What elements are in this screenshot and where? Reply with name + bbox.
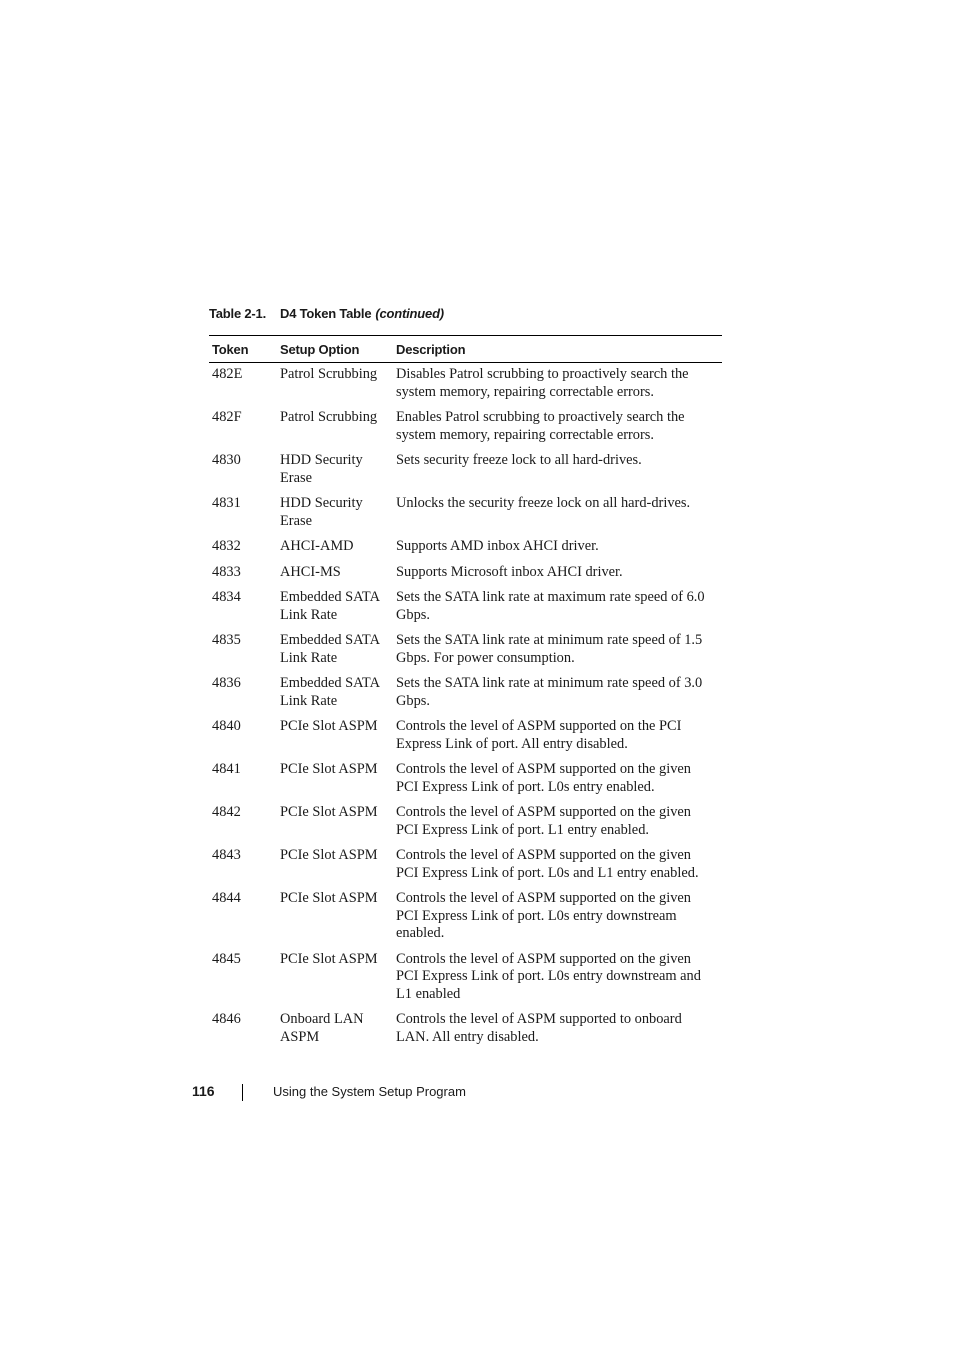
token-cell: 4842 — [212, 804, 241, 820]
setup-option-cell: Embedded SATA Link Rate — [280, 589, 380, 623]
setup-option-cell: PCIe Slot ASPM — [280, 890, 378, 906]
setup-option-cell: AHCI-MS — [280, 563, 341, 580]
description-cell: Unlocks the security freeze lock on all hard-drives. — [396, 495, 691, 511]
setup-option-cell: Patrol Scrubbing — [280, 409, 378, 425]
table-row — [209, 844, 722, 887]
token-cell: 4836 — [212, 675, 241, 691]
token-cell: 4834 — [212, 589, 241, 605]
setup-option-cell: PCIe Slot ASPM — [280, 950, 378, 967]
page-number: 116 — [192, 1083, 215, 1099]
setup-option-cell: HDD Security Erase — [280, 452, 363, 486]
table-caption — [209, 306, 444, 321]
table-row — [209, 406, 722, 449]
d4-token-table — [209, 335, 722, 1051]
token-cell: 482E — [212, 366, 243, 382]
description-cell: Sets security freeze lock to all hard-drives. — [396, 452, 642, 468]
table-header-row — [209, 335, 722, 363]
table-row — [209, 492, 722, 535]
token-cell: 4835 — [212, 632, 241, 648]
setup-option-cell: AHCI-AMD — [280, 538, 354, 554]
description-cell: Supports Microsoft inbox AHCI driver. — [396, 563, 623, 580]
token-cell: 4832 — [212, 538, 241, 554]
description-cell: Enables Patrol scrubbing to proactively search the system memory, repairing correctable errors. — [396, 409, 685, 443]
table-row — [209, 887, 722, 948]
token-cell: 4844 — [212, 890, 241, 906]
table-row — [209, 586, 722, 629]
description-cell: Controls the level of ASPM supported on the given PCI Express Link of port. L1 entry enabled. — [396, 804, 691, 838]
token-cell: 4830 — [212, 452, 241, 468]
token-cell: 4831 — [212, 495, 241, 511]
setup-option-cell: PCIe Slot ASPM — [280, 804, 378, 820]
table-row — [209, 758, 722, 801]
table-row — [209, 715, 722, 758]
token-cell: 4845 — [212, 950, 241, 967]
description-cell: Controls the level of ASPM supported on the given PCI Express Link of port. L0s entry downstream and L1 enabled — [396, 950, 701, 1002]
table-row — [209, 449, 722, 492]
description-cell: Controls the level of ASPM supported on the given PCI Express Link of port. L0s and L1 entry enabled. — [396, 847, 699, 881]
setup-option-cell: HDD Security Erase — [280, 495, 363, 529]
description-cell: Supports AMD inbox AHCI driver. — [396, 538, 599, 554]
header-token: Token — [212, 341, 249, 357]
token-cell: 4841 — [212, 761, 241, 777]
table-body — [209, 363, 722, 1051]
table-row — [209, 948, 722, 1009]
token-cell: 482F — [212, 409, 242, 425]
token-cell: 4840 — [212, 718, 241, 734]
description-cell: Sets the SATA link rate at minimum rate speed of 1.5 Gbps. For power consumption. — [396, 632, 703, 666]
setup-option-cell: Patrol Scrubbing — [280, 366, 378, 382]
header-description: Description — [396, 341, 466, 357]
table-row — [209, 363, 722, 406]
setup-option-cell: Onboard LAN ASPM — [280, 1011, 364, 1045]
description-cell: Controls the level of ASPM supported on the given PCI Express Link of port. L0s entry downstream enabled. — [396, 890, 691, 941]
table-row — [209, 1008, 722, 1051]
footer-divider — [242, 1084, 243, 1101]
table-row — [209, 801, 722, 844]
table-row — [209, 629, 722, 672]
footer-section-title: Using the System Setup Program — [273, 1084, 466, 1099]
setup-option-cell: PCIe Slot ASPM — [280, 847, 378, 863]
table-row — [209, 535, 722, 561]
token-cell: 4833 — [212, 563, 241, 580]
table-title: D4 Token Table — [280, 306, 372, 321]
table-row — [209, 672, 722, 715]
table-row — [209, 561, 722, 587]
description-cell: Controls the level of ASPM supported on the PCI Express Link of port. All entry disabled. — [396, 718, 682, 752]
description-cell: Sets the SATA link rate at minimum rate speed of 3.0 Gbps. — [396, 675, 703, 709]
description-cell: Controls the level of ASPM supported on the given PCI Express Link of port. L0s entry enabled. — [396, 761, 691, 795]
description-cell: Sets the SATA link rate at maximum rate speed of 6.0 Gbps. — [396, 589, 705, 623]
table-continued-label: (continued) — [375, 306, 444, 321]
table-number: Table 2-1. — [209, 306, 267, 321]
token-cell: 4843 — [212, 847, 241, 863]
setup-option-cell: Embedded SATA Link Rate — [280, 675, 380, 709]
header-setup-option: Setup Option — [280, 341, 360, 357]
setup-option-cell: Embedded SATA Link Rate — [280, 632, 380, 666]
setup-option-cell: PCIe Slot ASPM — [280, 718, 378, 734]
description-cell: Disables Patrol scrubbing to proactively search the system memory, repairing correctable errors. — [396, 366, 689, 400]
setup-option-cell: PCIe Slot ASPM — [280, 761, 378, 777]
token-cell: 4846 — [212, 1011, 241, 1027]
description-cell: Controls the level of ASPM supported to onboard LAN. All entry disabled. — [396, 1011, 682, 1045]
